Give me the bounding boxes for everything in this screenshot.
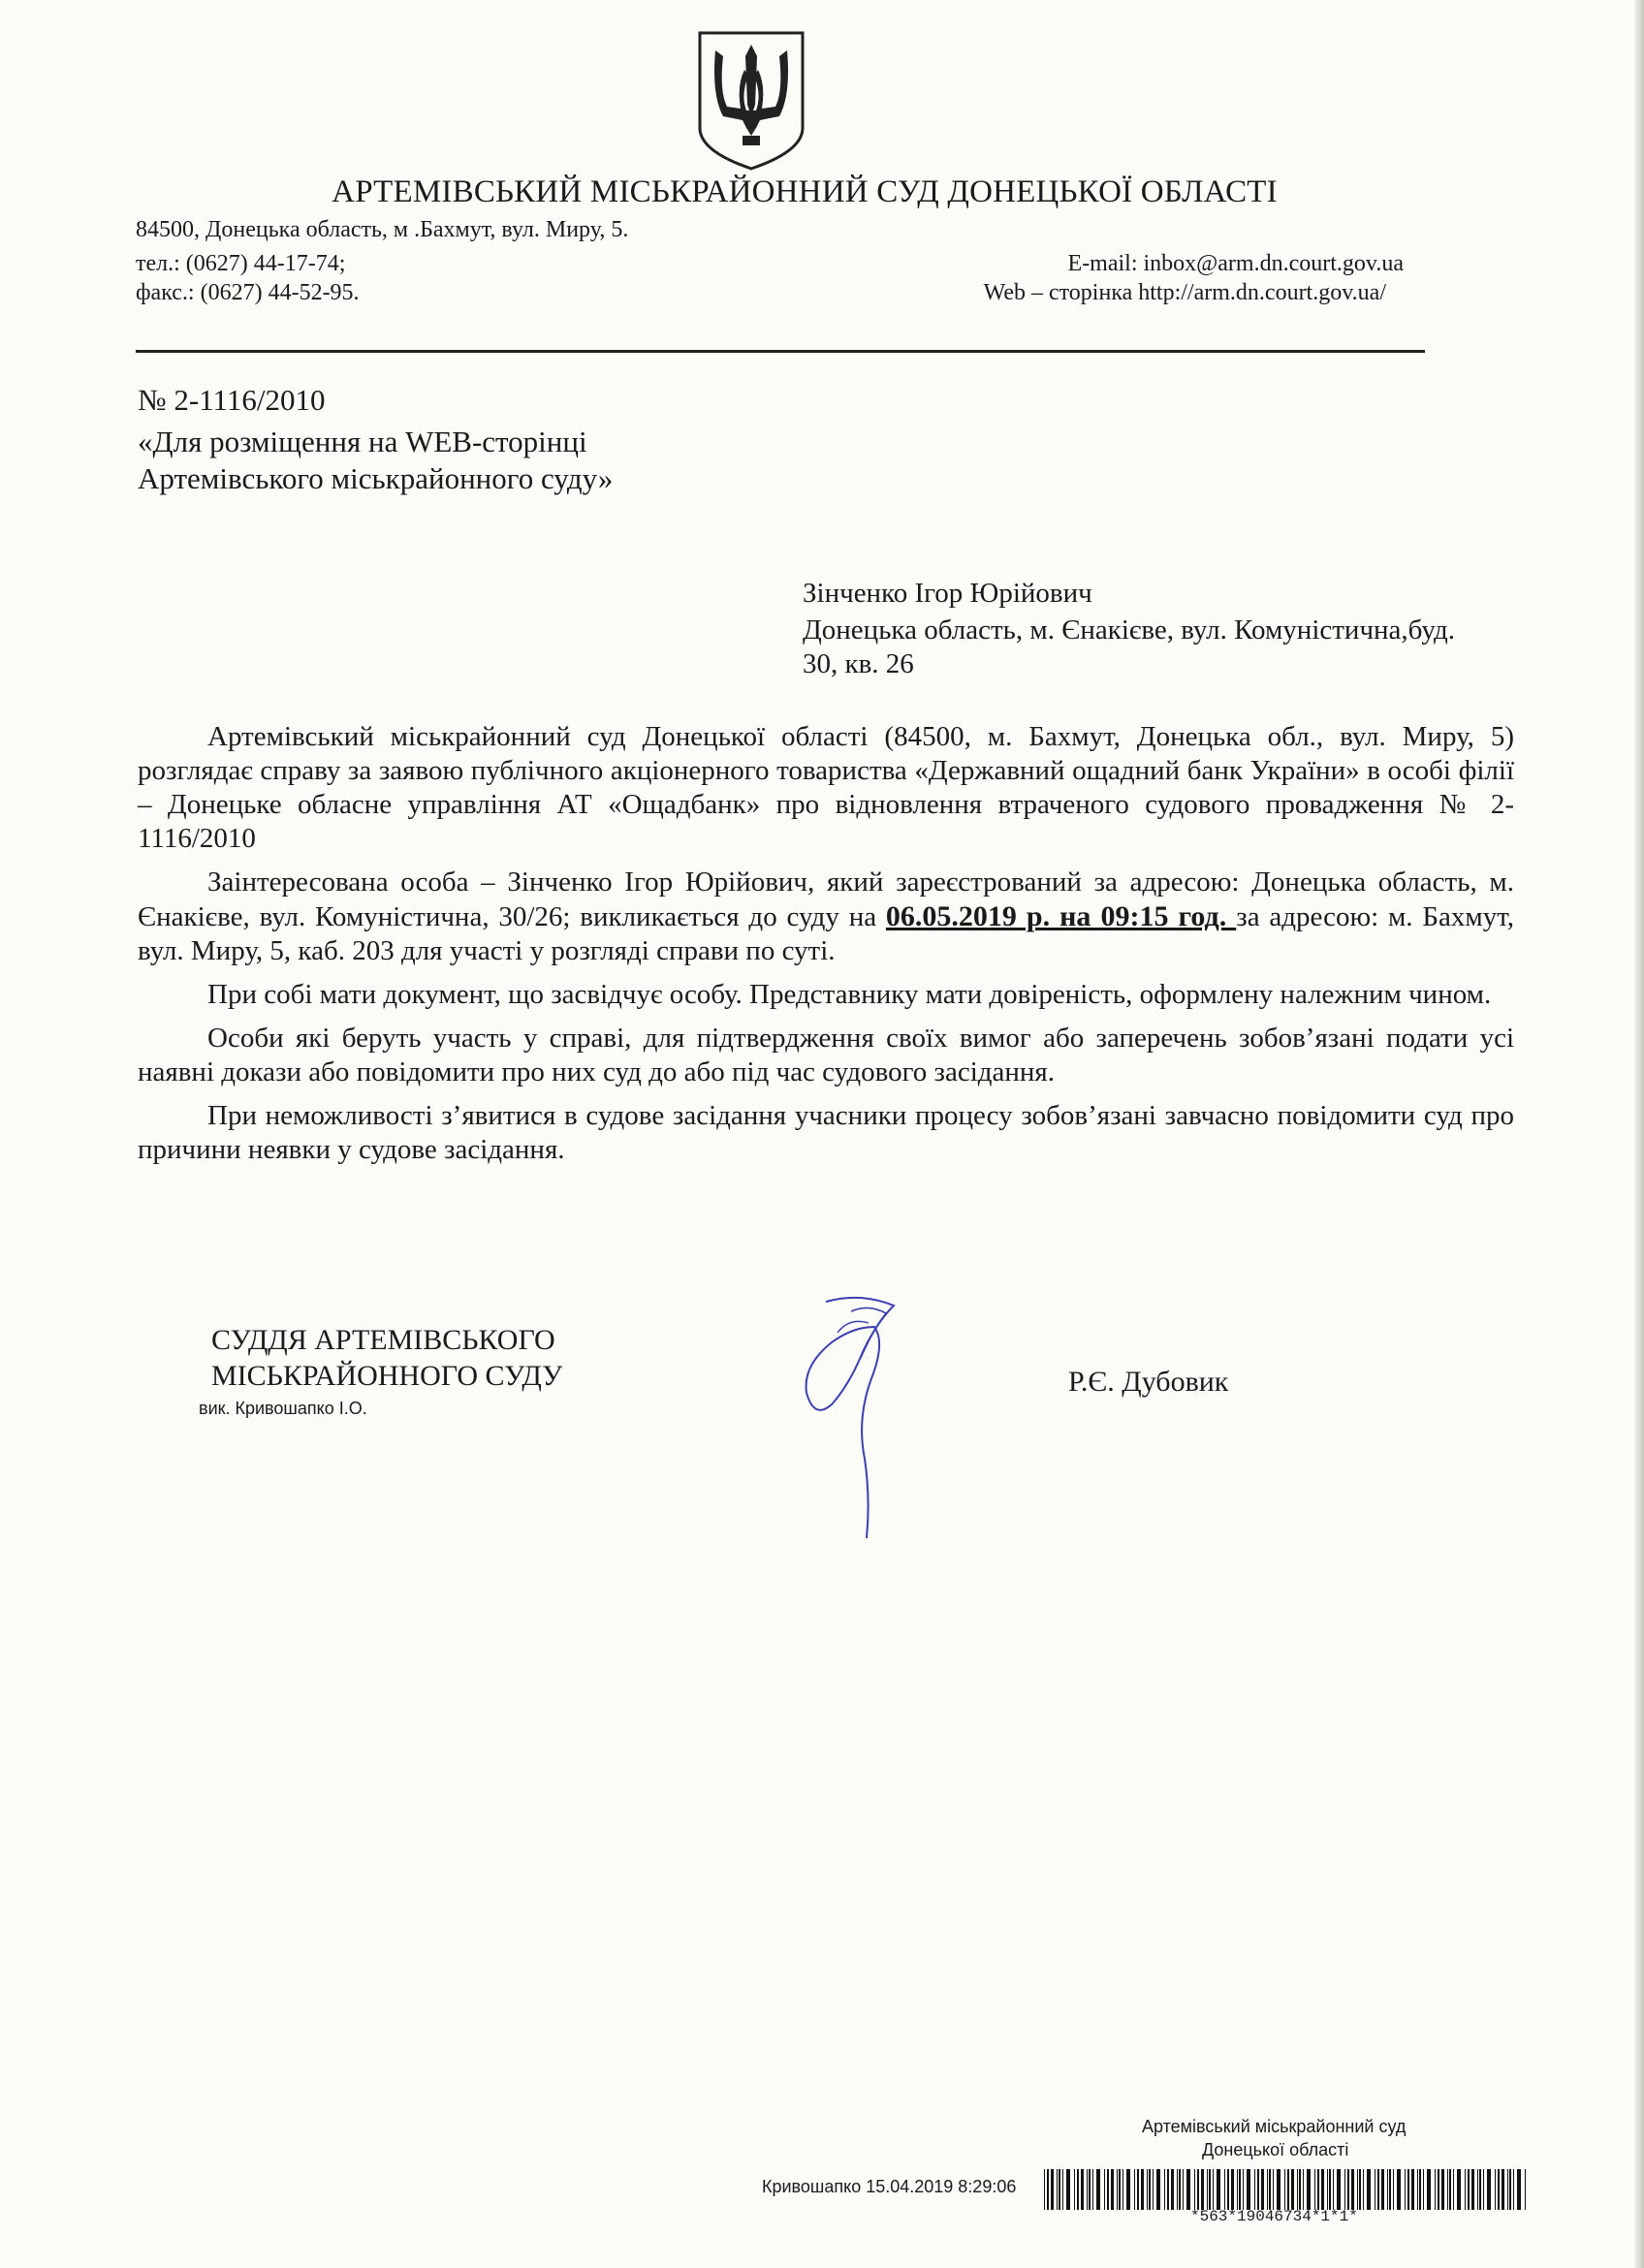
body-paragraph-2 [138,866,1514,968]
judge-title-line1: СУДДЯ АРТЕМІВСЬКОГО [211,1324,555,1356]
body-paragraph-3: При собі мати документ, що засвідчує особу. Представнику мати довіреність, оформлену належним чином. [207,979,1492,1010]
placement-note-line2: Артемівського міськрайонного суду» [138,461,614,495]
stamp-registered-by: Кривошапко 15.04.2019 8:29:06 [762,2177,1017,2196]
court-fax: факс.: (0627) 44-52-95. [136,280,360,305]
body-paragraph-1: Артемівський міськрайонний суд Донецької області (84500, м. Бахмут, Донецька обл., вул. Миру, 5) розглядає справу за заявою публічного акціонерного товариства «Державний ощадний банк України» в особі філії – Донецьке обласне управління АТ «Ощадбанк» про відновлення втраченого судового провадження № 2-1116/2010 [138,721,1514,854]
court-address: 84500, Донецька область, м .Бахмут, вул. Миру, 5. [136,217,629,242]
addressee-name: Зінченко Ігор Юрійович [803,578,1092,609]
court-email: E-mail: inbox@arm.dn.court.gov.ua [1067,251,1404,276]
body-paragraph-5: При неможливості з’явитися в судове засідання учасники процесу зобов’язані завчасно повідомити суд про причини неявки у судове засідання. [138,1100,1514,1165]
hearing-date: 06.05.2019 р. на 09:15 год. [885,900,1237,932]
addressee-address-line2: 30, кв. 26 [803,648,914,679]
body-paragraph-2-start: Заінтересована особа – Зінченко Ігор Юрійович, який зареєстрований за адресою: Донецька область, м. Єнакієве, вул. Комуністична, 30/26; викликається до суду на [138,866,1514,932]
stamp-court-line2: Донецької області [1202,2140,1349,2159]
body-paragraph-4: Особи які беруть участь у справі, для підтвердження своїх вимог або заперечень зобов’язані подати усі наявні докази або повідомити про них суд до або під час судового засідання. [138,1023,1514,1087]
stamp-court-line1: Артемівський міськрайонний суд [1142,2117,1407,2136]
page-edge [1634,0,1644,2268]
body-paragraph-2-end: за адресою: м. Бахмут, вул. Миру, 5, каб. 203 для участі у розгляді справи по суті. [138,901,1514,966]
addressee-address-line1: Донецька область, м. Єнакієве, вул. Комуністична,буд. [803,614,1456,646]
handwritten-signature-icon [793,1284,938,1556]
placement-note-line1: «Для розміщення на WEB-сторінці [138,425,587,458]
letter-body [138,720,1514,1177]
executor-note: вик. Кривошапко І.О. [199,1399,367,1418]
header-divider [136,350,1425,353]
case-number: № 2-1116/2010 [138,383,326,417]
judge-title-line2: МІСЬКРАЙОННОГО СУДУ [211,1360,563,1392]
barcode-icon [1042,2169,1533,2210]
court-name: АРТЕМІВСЬКИЙ МІСЬКРАЙОННИЙ СУД ДОНЕЦЬКОЇ ОБЛАСТІ [332,174,1278,209]
court-web: Web – сторінка http://arm.dn.court.gov.ua/ [983,280,1386,305]
trident-emblem-icon [694,27,808,171]
court-phone: тел.: (0627) 44-17-74; [136,251,346,276]
barcode-text: *563*19046734*1*1* [1190,2208,1358,2225]
judge-name: Р.Є. Дубовик [1068,1366,1229,1398]
